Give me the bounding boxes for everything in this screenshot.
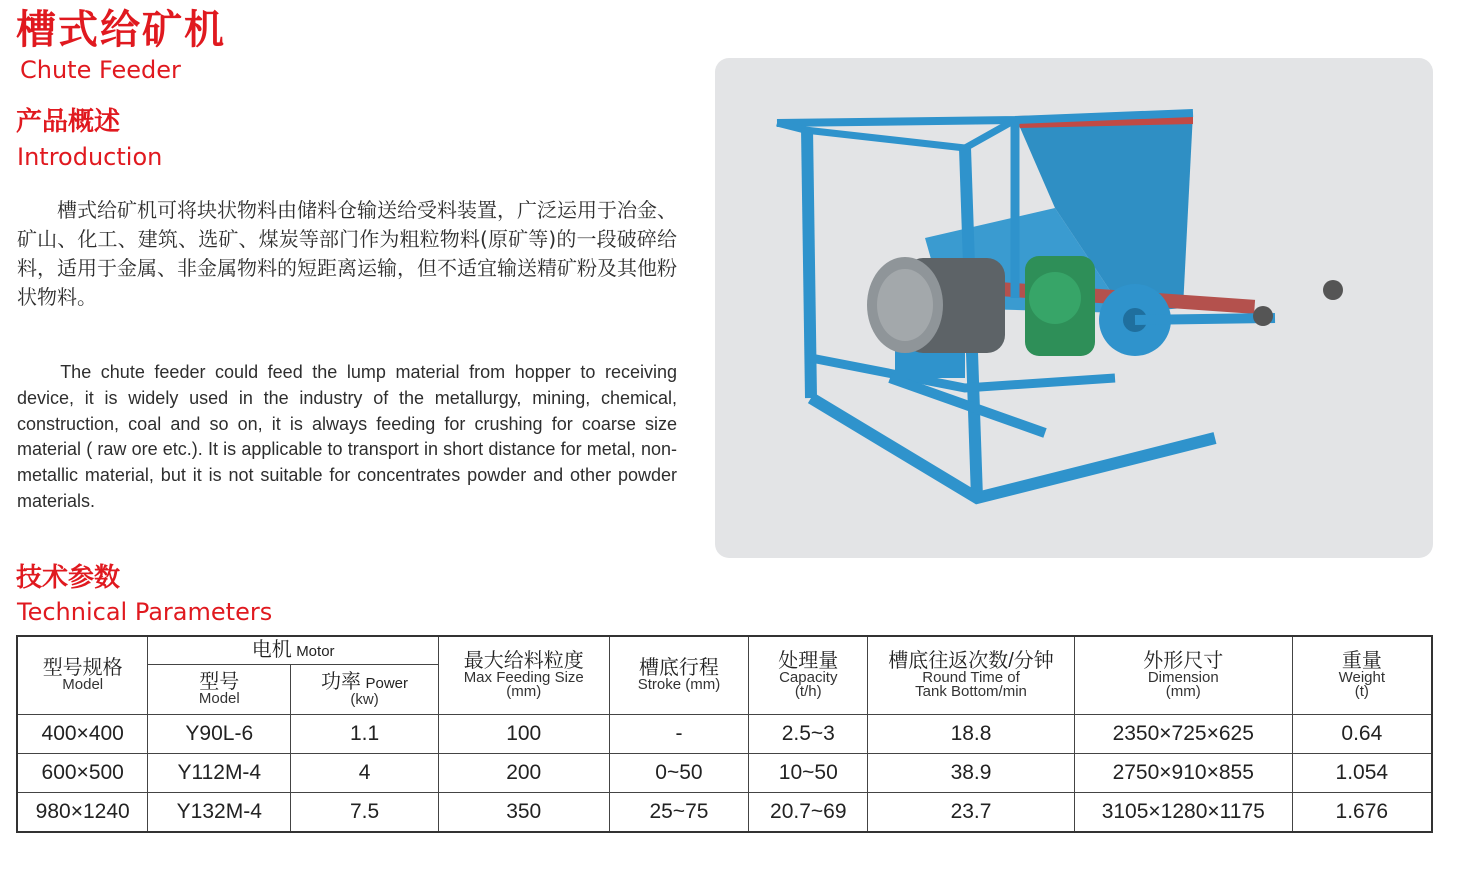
header-round-time: 槽底往返次数/分钟 Round Time of Tank Bottom/min <box>868 636 1075 714</box>
header-model: 型号规格 Model <box>17 636 148 714</box>
cell-weight: 1.676 <box>1292 792 1432 832</box>
cell-dimension: 2750×910×855 <box>1074 753 1292 792</box>
header-dimension: 外形尺寸 Dimension (mm) <box>1074 636 1292 714</box>
intro-text-cn: 槽式给矿机可将块状物料由储料仓输送给受料装置，广泛运用于冶金、矿山、化工、建筑、选矿、煤炭等部门作为粗粒物料(原矿等)的一段破碎给料，适用于金属、非金属物料的短距离运输，但不适宜输送精矿粉及其他粉状物料。 <box>17 198 677 309</box>
cell-stroke: 25~75 <box>609 792 749 832</box>
product-photo <box>715 58 1433 558</box>
intro-heading-en: Introduction <box>17 143 163 171</box>
cell-capacity: 10~50 <box>749 753 868 792</box>
table-row <box>17 792 1432 832</box>
cell-power: 7.5 <box>291 792 439 832</box>
cell-round: 23.7 <box>868 792 1075 832</box>
page-title-cn: 槽式给矿机 <box>16 7 226 53</box>
cell-feed: 200 <box>438 753 609 792</box>
cell-model: 400×400 <box>17 714 148 753</box>
params-heading-en: Technical Parameters <box>17 598 273 626</box>
page-title-en: Chute Feeder <box>20 56 181 84</box>
header-motor-model: 型号 Model <box>148 664 291 714</box>
cell-model: 980×1240 <box>17 792 148 832</box>
cell-round: 38.9 <box>868 753 1075 792</box>
header-motor: 电机 Motor <box>148 636 439 664</box>
header-feed-size: 最大给料粒度 Max Feeding Size (mm) <box>438 636 609 714</box>
cell-feed: 350 <box>438 792 609 832</box>
cell-power: 4 <box>291 753 439 792</box>
technical-parameters-table <box>16 635 1433 833</box>
cell-round: 18.8 <box>868 714 1075 753</box>
cell-stroke: 0~50 <box>609 753 749 792</box>
intro-heading-cn: 产品概述 <box>16 107 121 137</box>
header-stroke: 槽底行程 Stroke (mm) <box>609 636 749 714</box>
intro-text-en: The chute feeder could feed the lump material from hopper to receiving device, it is widely used in the industry of the metallurgy, mining, chemical, construction, coal and so on, it is always feeding for crushing for coarse size material ( raw ore etc.). It is applicable to transport in short distance for metal, non-metallic material, but it is not suitable for concentrates powder and other powder materials. <box>17 362 677 511</box>
cell-weight: 1.054 <box>1292 753 1432 792</box>
cell-weight: 0.64 <box>1292 714 1432 753</box>
header-power: 功率 Power (kw) <box>291 664 439 714</box>
cell-motor: Y90L-6 <box>148 714 291 753</box>
cell-motor: Y132M-4 <box>148 792 291 832</box>
table-header-row <box>17 636 1432 664</box>
table-row <box>17 714 1432 753</box>
cell-motor: Y112M-4 <box>148 753 291 792</box>
cell-stroke: - <box>609 714 749 753</box>
chute-feeder-illustration <box>715 58 1433 558</box>
header-capacity: 处理量 Capacity (t/h) <box>749 636 868 714</box>
cell-power: 1.1 <box>291 714 439 753</box>
table-row <box>17 753 1432 792</box>
cell-capacity: 20.7~69 <box>749 792 868 832</box>
cell-dimension: 3105×1280×1175 <box>1074 792 1292 832</box>
cell-dimension: 2350×725×625 <box>1074 714 1292 753</box>
cell-model: 600×500 <box>17 753 148 792</box>
params-heading-cn: 技术参数 <box>16 563 121 593</box>
cell-feed: 100 <box>438 714 609 753</box>
header-weight: 重量 Weight (t) <box>1292 636 1432 714</box>
cell-capacity: 2.5~3 <box>749 714 868 753</box>
